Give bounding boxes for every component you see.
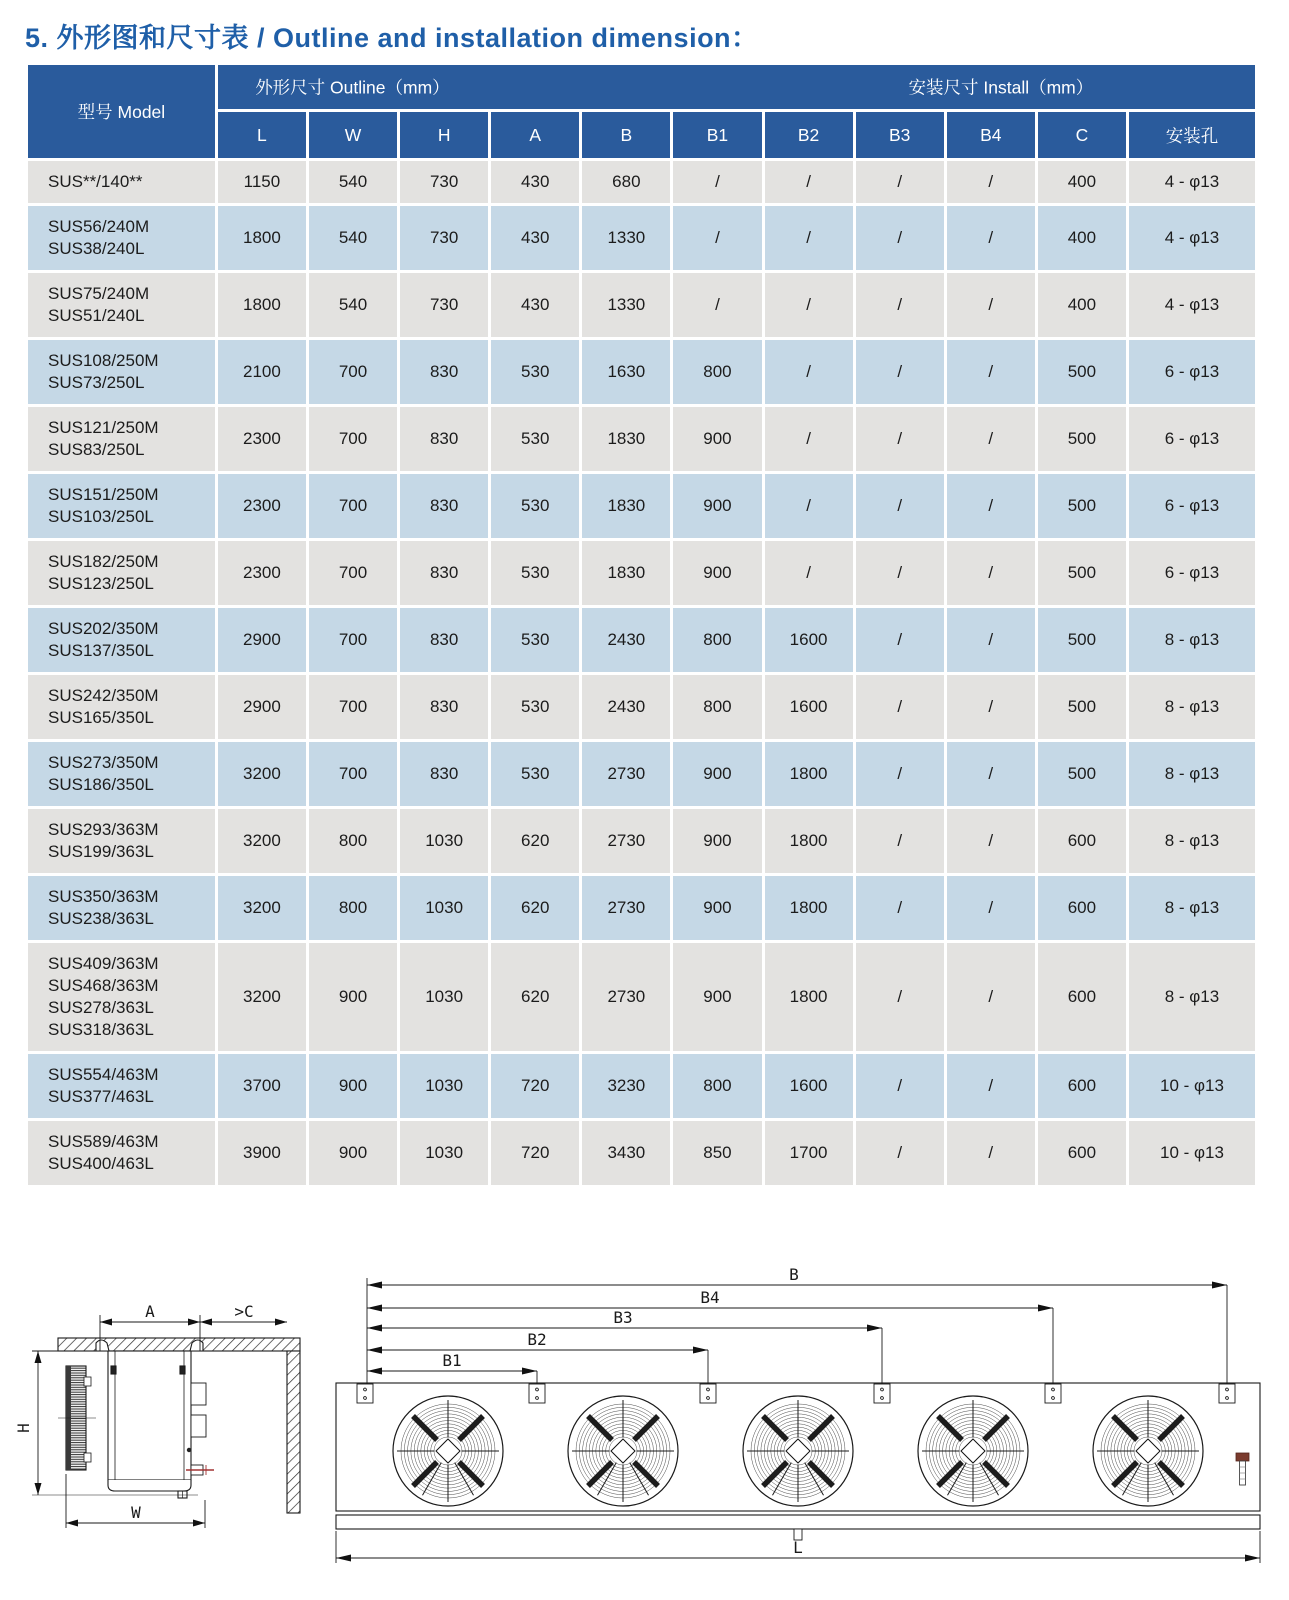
- value-cell: 430: [491, 161, 579, 203]
- value-cell: 900: [673, 809, 761, 873]
- value-cell: 2900: [218, 675, 306, 739]
- model-name: SUS377/463L: [48, 1087, 154, 1106]
- table-row: [28, 742, 1255, 806]
- model-name: SUS137/350L: [48, 641, 154, 660]
- value-cell: 6 - φ13: [1129, 407, 1255, 471]
- value-cell: 540: [309, 206, 397, 270]
- value-cell: 850: [673, 1121, 761, 1185]
- dim-label-h: H: [14, 1423, 33, 1433]
- value-cell: 620: [491, 809, 579, 873]
- value-cell: /: [856, 1121, 944, 1185]
- value-cell: 8 - φ13: [1129, 608, 1255, 672]
- table-row: [28, 474, 1255, 538]
- value-cell: 800: [673, 1054, 761, 1118]
- column-header: B2: [765, 112, 853, 158]
- value-cell: 700: [309, 474, 397, 538]
- value-cell: 2300: [218, 407, 306, 471]
- value-cell: 3200: [218, 943, 306, 1051]
- value-cell: /: [947, 1054, 1035, 1118]
- model-name: SUS151/250M: [48, 485, 159, 504]
- column-header: 安装孔: [1129, 112, 1255, 158]
- value-cell: /: [856, 407, 944, 471]
- value-cell: 1800: [218, 206, 306, 270]
- column-header: L: [218, 112, 306, 158]
- model-name: SUS278/363L: [48, 998, 154, 1017]
- model-name: SUS**/140**: [48, 172, 143, 191]
- table-row: [28, 541, 1255, 605]
- value-cell: 1600: [765, 1054, 853, 1118]
- value-cell: 680: [582, 161, 670, 203]
- install-group-label: 安装尺寸 Install（mm）: [908, 77, 1094, 98]
- value-cell: /: [947, 541, 1035, 605]
- value-cell: 530: [491, 608, 579, 672]
- value-cell: 2430: [582, 608, 670, 672]
- value-cell: 830: [400, 608, 488, 672]
- value-cell: 620: [491, 876, 579, 940]
- value-cell: 10 - φ13: [1129, 1121, 1255, 1185]
- front-drip-tray: [336, 1515, 1260, 1529]
- value-cell: /: [947, 474, 1035, 538]
- value-cell: 500: [1038, 407, 1126, 471]
- table-row: [28, 1054, 1255, 1118]
- value-cell: 700: [309, 541, 397, 605]
- value-cell: 1330: [582, 273, 670, 337]
- value-cell: 1830: [582, 474, 670, 538]
- value-cell: 1800: [765, 809, 853, 873]
- dim-label-b: B: [789, 1265, 799, 1284]
- table-row: [28, 675, 1255, 739]
- value-cell: 1800: [765, 943, 853, 1051]
- value-cell: 900: [673, 742, 761, 806]
- value-cell: 430: [491, 273, 579, 337]
- model-name: SUS199/363L: [48, 842, 154, 861]
- value-cell: /: [856, 206, 944, 270]
- value-cell: 1600: [765, 675, 853, 739]
- value-cell: 600: [1038, 809, 1126, 873]
- value-cell: 1150: [218, 161, 306, 203]
- value-cell: 2730: [582, 809, 670, 873]
- model-name: SUS123/250L: [48, 574, 154, 593]
- value-cell: 1030: [400, 809, 488, 873]
- dim-label-b2: B2: [527, 1330, 547, 1349]
- value-cell: 830: [400, 474, 488, 538]
- model-name: SUS554/463M: [48, 1065, 159, 1084]
- table-row: [28, 161, 1255, 203]
- model-name: SUS589/463M: [48, 1132, 159, 1151]
- value-cell: 6 - φ13: [1129, 340, 1255, 404]
- value-cell: /: [856, 608, 944, 672]
- column-header: C: [1038, 112, 1126, 158]
- value-cell: 500: [1038, 742, 1126, 806]
- value-cell: 900: [673, 541, 761, 605]
- value-cell: 3900: [218, 1121, 306, 1185]
- dim-label-a: A: [145, 1302, 155, 1321]
- value-cell: /: [673, 273, 761, 337]
- value-cell: 3430: [582, 1121, 670, 1185]
- header-group-band: [218, 65, 1255, 109]
- value-cell: 3700: [218, 1054, 306, 1118]
- value-cell: 2300: [218, 541, 306, 605]
- value-cell: 900: [673, 407, 761, 471]
- value-cell: 8 - φ13: [1129, 876, 1255, 940]
- model-name: SUS51/240L: [48, 306, 145, 325]
- model-cell: [28, 876, 215, 940]
- model-column-header: 型号 Model: [28, 65, 215, 158]
- value-cell: 400: [1038, 273, 1126, 337]
- technical-drawing: [0, 1238, 1289, 1600]
- value-cell: 400: [1038, 161, 1126, 203]
- value-cell: 2730: [582, 876, 670, 940]
- model-cell: [28, 943, 215, 1051]
- value-cell: /: [947, 161, 1035, 203]
- model-name: SUS350/363M: [48, 887, 159, 906]
- value-cell: 900: [673, 876, 761, 940]
- value-cell: /: [947, 340, 1035, 404]
- value-cell: /: [856, 809, 944, 873]
- model-cell: [28, 273, 215, 337]
- value-cell: 3230: [582, 1054, 670, 1118]
- value-cell: 2900: [218, 608, 306, 672]
- model-cell: [28, 675, 215, 739]
- value-cell: 540: [309, 161, 397, 203]
- value-cell: 1830: [582, 541, 670, 605]
- value-cell: 1800: [765, 742, 853, 806]
- value-cell: 530: [491, 742, 579, 806]
- model-cell: [28, 1121, 215, 1185]
- model-cell: [28, 608, 215, 672]
- model-name: SUS83/250L: [48, 440, 145, 459]
- value-cell: 1630: [582, 340, 670, 404]
- model-cell: [28, 1054, 215, 1118]
- column-header: B: [582, 112, 670, 158]
- value-cell: 1800: [218, 273, 306, 337]
- model-name: SUS182/250M: [48, 552, 159, 571]
- value-cell: 500: [1038, 340, 1126, 404]
- table-row: [28, 407, 1255, 471]
- outline-group-label: 外形尺寸 Outline（mm）: [255, 77, 450, 98]
- value-cell: 730: [400, 161, 488, 203]
- value-cell: 600: [1038, 1121, 1126, 1185]
- value-cell: 700: [309, 675, 397, 739]
- value-cell: 800: [673, 608, 761, 672]
- header-box-top: [191, 1383, 206, 1405]
- value-cell: 500: [1038, 541, 1126, 605]
- column-header: B1: [673, 112, 761, 158]
- value-cell: /: [856, 876, 944, 940]
- model-name: SUS202/350M: [48, 619, 159, 638]
- value-cell: 400: [1038, 206, 1126, 270]
- value-cell: 1030: [400, 1054, 488, 1118]
- model-name: SUS73/250L: [48, 373, 145, 392]
- value-cell: /: [947, 273, 1035, 337]
- value-cell: 830: [400, 541, 488, 605]
- value-cell: 4 - φ13: [1129, 161, 1255, 203]
- value-cell: 500: [1038, 608, 1126, 672]
- value-cell: 530: [491, 541, 579, 605]
- model-name: SUS108/250M: [48, 351, 159, 370]
- value-cell: /: [856, 340, 944, 404]
- value-cell: 700: [309, 742, 397, 806]
- drip-tray: [108, 1480, 191, 1491]
- model-cell: [28, 541, 215, 605]
- value-cell: 8 - φ13: [1129, 809, 1255, 873]
- value-cell: 8 - φ13: [1129, 675, 1255, 739]
- dim-label-b3: B3: [613, 1308, 633, 1327]
- value-cell: 620: [491, 943, 579, 1051]
- wall-hatch: [287, 1351, 300, 1513]
- model-name: SUS38/240L: [48, 239, 145, 258]
- value-cell: 1600: [765, 608, 853, 672]
- value-cell: 1830: [582, 407, 670, 471]
- value-cell: 1030: [400, 943, 488, 1051]
- value-cell: 2430: [582, 675, 670, 739]
- column-header: W: [309, 112, 397, 158]
- value-cell: 800: [309, 809, 397, 873]
- value-cell: 800: [673, 675, 761, 739]
- value-cell: 6 - φ13: [1129, 474, 1255, 538]
- value-cell: 1330: [582, 206, 670, 270]
- value-cell: /: [947, 608, 1035, 672]
- model-cell: [28, 474, 215, 538]
- value-cell: 600: [1038, 1054, 1126, 1118]
- value-cell: /: [947, 675, 1035, 739]
- value-cell: 830: [400, 340, 488, 404]
- column-header: B4: [947, 112, 1035, 158]
- model-name: SUS103/250L: [48, 507, 154, 526]
- table-row: [28, 340, 1255, 404]
- dimension-table-body: [28, 161, 1255, 1185]
- value-cell: 900: [673, 474, 761, 538]
- value-cell: 720: [491, 1121, 579, 1185]
- model-name: SUS409/363M: [48, 954, 159, 973]
- value-cell: 730: [400, 206, 488, 270]
- model-name: SUS400/463L: [48, 1154, 154, 1173]
- value-cell: /: [947, 809, 1035, 873]
- value-cell: 900: [309, 1121, 397, 1185]
- table-row: [28, 943, 1255, 1051]
- value-cell: 8 - φ13: [1129, 742, 1255, 806]
- value-cell: /: [947, 206, 1035, 270]
- model-cell: [28, 407, 215, 471]
- column-header: H: [400, 112, 488, 158]
- value-cell: 1800: [765, 876, 853, 940]
- table-row: [28, 1121, 1255, 1185]
- value-cell: 900: [673, 943, 761, 1051]
- value-cell: /: [856, 675, 944, 739]
- value-cell: /: [856, 273, 944, 337]
- value-cell: /: [947, 742, 1035, 806]
- model-cell: [28, 206, 215, 270]
- model-name: SUS165/350L: [48, 708, 154, 727]
- model-name: SUS273/350M: [48, 753, 159, 772]
- table-row: [28, 608, 1255, 672]
- value-cell: 500: [1038, 675, 1126, 739]
- value-cell: /: [856, 943, 944, 1051]
- value-cell: 1030: [400, 876, 488, 940]
- value-cell: 830: [400, 407, 488, 471]
- value-cell: /: [765, 340, 853, 404]
- model-cell: [28, 742, 215, 806]
- value-cell: /: [673, 161, 761, 203]
- value-cell: 700: [309, 340, 397, 404]
- model-cell: [28, 161, 215, 203]
- value-cell: 500: [1038, 474, 1126, 538]
- value-cell: 900: [309, 943, 397, 1051]
- value-cell: 530: [491, 675, 579, 739]
- model-cell: [28, 340, 215, 404]
- value-cell: 600: [1038, 876, 1126, 940]
- value-cell: 2300: [218, 474, 306, 538]
- ceiling-hatch: [58, 1338, 300, 1351]
- model-name: SUS56/240M: [48, 217, 150, 236]
- value-cell: /: [947, 943, 1035, 1051]
- model-cell: [28, 809, 215, 873]
- value-cell: /: [856, 474, 944, 538]
- table-row: [28, 809, 1255, 873]
- table-row: [28, 206, 1255, 270]
- table-row: [28, 876, 1255, 940]
- value-cell: 530: [491, 407, 579, 471]
- value-cell: /: [673, 206, 761, 270]
- value-cell: 800: [309, 876, 397, 940]
- dimension-table: [25, 62, 1258, 1188]
- model-name: SUS242/350M: [48, 686, 159, 705]
- value-cell: /: [947, 876, 1035, 940]
- value-cell: 800: [673, 340, 761, 404]
- table-row: [28, 273, 1255, 337]
- column-header: B3: [856, 112, 944, 158]
- value-cell: /: [856, 742, 944, 806]
- dim-label-b4: B4: [700, 1288, 720, 1307]
- model-name: SUS318/363L: [48, 1020, 154, 1039]
- value-cell: 3200: [218, 742, 306, 806]
- value-cell: /: [856, 1054, 944, 1118]
- column-header: A: [491, 112, 579, 158]
- value-cell: 3200: [218, 876, 306, 940]
- value-cell: 700: [309, 407, 397, 471]
- value-cell: 900: [309, 1054, 397, 1118]
- header-box-bottom: [191, 1415, 206, 1437]
- model-name: SUS186/350L: [48, 775, 154, 794]
- dim-label-b1: B1: [442, 1351, 462, 1370]
- model-name: SUS121/250M: [48, 418, 159, 437]
- dim-label-c: >C: [234, 1302, 254, 1321]
- value-cell: /: [765, 407, 853, 471]
- value-cell: 2730: [582, 943, 670, 1051]
- dim-label-w: W: [131, 1503, 141, 1522]
- value-cell: 530: [491, 340, 579, 404]
- page-title: 5. 外形图和尺寸表 / Outline and installation dimension：: [25, 23, 759, 53]
- value-cell: 2100: [218, 340, 306, 404]
- value-cell: 3200: [218, 809, 306, 873]
- value-cell: 830: [400, 675, 488, 739]
- dim-label-l: L: [793, 1538, 803, 1557]
- value-cell: /: [765, 161, 853, 203]
- model-name: SUS75/240M: [48, 284, 150, 303]
- value-cell: 4 - φ13: [1129, 273, 1255, 337]
- value-cell: /: [765, 273, 853, 337]
- front-view-drawing: [330, 1238, 1289, 1600]
- value-cell: 2730: [582, 742, 670, 806]
- model-name: SUS468/363M: [48, 976, 159, 995]
- value-cell: 1700: [765, 1121, 853, 1185]
- model-name: SUS238/363L: [48, 909, 154, 928]
- value-cell: 530: [491, 474, 579, 538]
- value-cell: 10 - φ13: [1129, 1054, 1255, 1118]
- b-dimension-lines: [367, 1278, 1227, 1384]
- value-cell: 720: [491, 1054, 579, 1118]
- value-cell: 430: [491, 206, 579, 270]
- side-view-drawing: [8, 1238, 330, 1600]
- unit-body: [108, 1351, 191, 1480]
- value-cell: /: [947, 407, 1035, 471]
- value-cell: 1030: [400, 1121, 488, 1185]
- value-cell: /: [765, 474, 853, 538]
- value-cell: 600: [1038, 943, 1126, 1051]
- model-name: SUS293/363M: [48, 820, 159, 839]
- value-cell: 830: [400, 742, 488, 806]
- value-cell: 730: [400, 273, 488, 337]
- value-cell: 700: [309, 608, 397, 672]
- value-cell: /: [765, 206, 853, 270]
- value-cell: /: [947, 1121, 1035, 1185]
- value-cell: 540: [309, 273, 397, 337]
- value-cell: 4 - φ13: [1129, 206, 1255, 270]
- value-cell: /: [856, 161, 944, 203]
- value-cell: 8 - φ13: [1129, 943, 1255, 1051]
- value-cell: 6 - φ13: [1129, 541, 1255, 605]
- value-cell: /: [856, 541, 944, 605]
- value-cell: /: [765, 541, 853, 605]
